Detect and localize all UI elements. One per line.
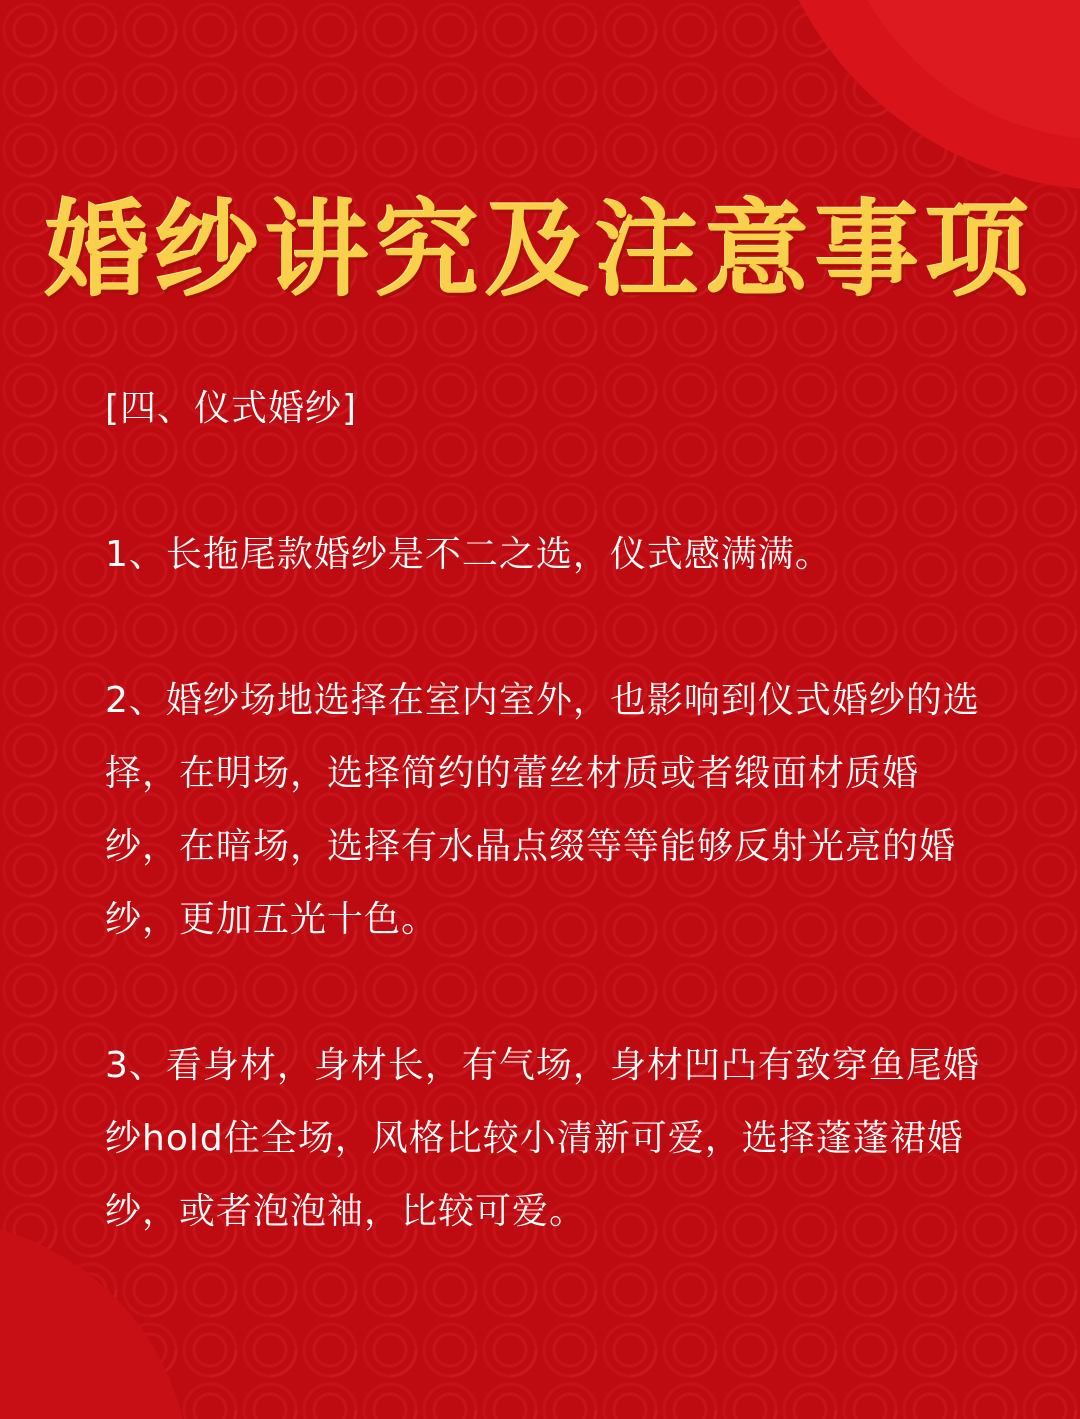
page-title: 婚纱讲究及注意事项 (44, 188, 1035, 311)
list-item-1: 1、长拖尾款婚纱是不二之选，仪式感满满。 (105, 534, 832, 575)
list-item-3: 3、看身材，身材长，有气场，身材凹凸有致穿鱼尾婚纱hold住全场，风格比较小清新可爱，选择蓬蓬裙婚纱，或者泡泡袖，比较可爱。 (105, 1045, 980, 1232)
article-body (105, 372, 985, 1248)
section-heading: [四、仪式婚纱] (105, 388, 358, 429)
decorative-circle-bottom-left (0, 1220, 190, 1419)
list-item-2: 2、婚纱场地选择在室内室外，也影响到仪式婚纱的选择，在明场，选择简约的蕾丝材质或者缎面材质婚纱，在暗场，选择有水晶点缀等等能够反射光亮的婚纱，更加五光十色。 (105, 680, 980, 940)
